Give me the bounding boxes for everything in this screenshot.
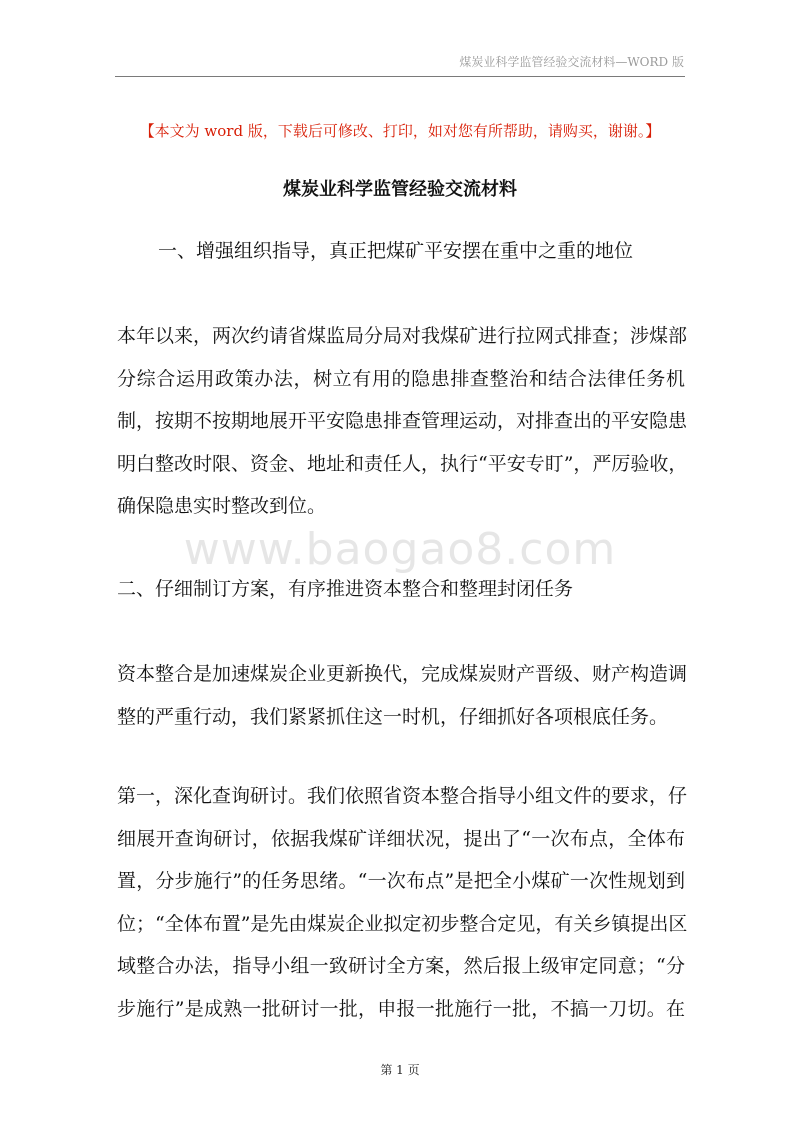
paragraph-2 bbox=[117, 653, 688, 738]
page-number: 第 1 页 bbox=[380, 1063, 420, 1077]
paragraph-1 bbox=[117, 315, 688, 528]
document-title: 煤炭业科学监管经验交流材料 bbox=[283, 179, 517, 200]
running-header-title: 煤炭业科学监管经验交流材料—WORD 版 bbox=[459, 55, 684, 69]
paragraph-line: 整的严重行动，我们紧紧抓住这一时机，仔细抓好各项根底任务。 bbox=[117, 705, 669, 728]
header-divider bbox=[115, 76, 685, 77]
paragraph-line: 置，分步施行”的任务思绪。“一次布点”是把全小煤矿一次性规划到 bbox=[117, 870, 685, 892]
paragraph-line: 域整合办法，指导小组一致研讨全方案，然后报上级审定同意；“分 bbox=[117, 955, 685, 977]
paragraph-line: 制，按期不按期地展开平安隐患排查管理运动，对排查出的平安隐患 bbox=[117, 410, 688, 432]
paragraph-line: 分综合运用政策办法，树立有用的隐患排查整治和结合法律任务机 bbox=[117, 367, 685, 390]
paragraph-line: 本年以来，两次约请省煤监局分局对我煤矿进行拉网式排查；涉煤部 bbox=[117, 325, 688, 347]
paragraph-line: 确保隐患实时整改到位。 bbox=[117, 495, 327, 517]
paragraph-line: 资本整合是加速煤炭企业更新换代，完成煤炭财产晋级、财产构造调 bbox=[117, 663, 688, 685]
paragraph-line: 第一，深化查询研讨。我们依照省资本整合指导小组文件的要求，仔 bbox=[117, 785, 688, 807]
section-heading-1: 一、增强组织指导，真正把煤矿平安摆在重中之重的地位 bbox=[158, 240, 634, 262]
paragraph-line: 位；“全体布置”是先由煤炭企业拟定初步整合定见，有关乡镇提出区 bbox=[117, 912, 688, 935]
paragraph-line: 步施行”是成熟一批研讨一批，申报一批施行一批，不搞一刀切。在 bbox=[117, 997, 685, 1020]
section-heading-2: 二、仔细制订方案，有序推进资本整合和整理封闭任务 bbox=[117, 578, 574, 600]
paragraph-line: 明白整改时限、资金、地址和责任人，执行“平安专盯”，严厉验收， bbox=[117, 452, 688, 475]
watermark-text: www.baogao8.com bbox=[183, 524, 617, 575]
paragraph-line: 细展开查询研讨，依据我煤矿详细状况，提出了“一次布点，全体布 bbox=[117, 827, 685, 850]
paragraph-3 bbox=[117, 775, 688, 1030]
purchase-notice: 【本文为 word 版，下载后可修改、打印，如对您有所帮助，请购买，谢谢。】 bbox=[139, 122, 661, 140]
